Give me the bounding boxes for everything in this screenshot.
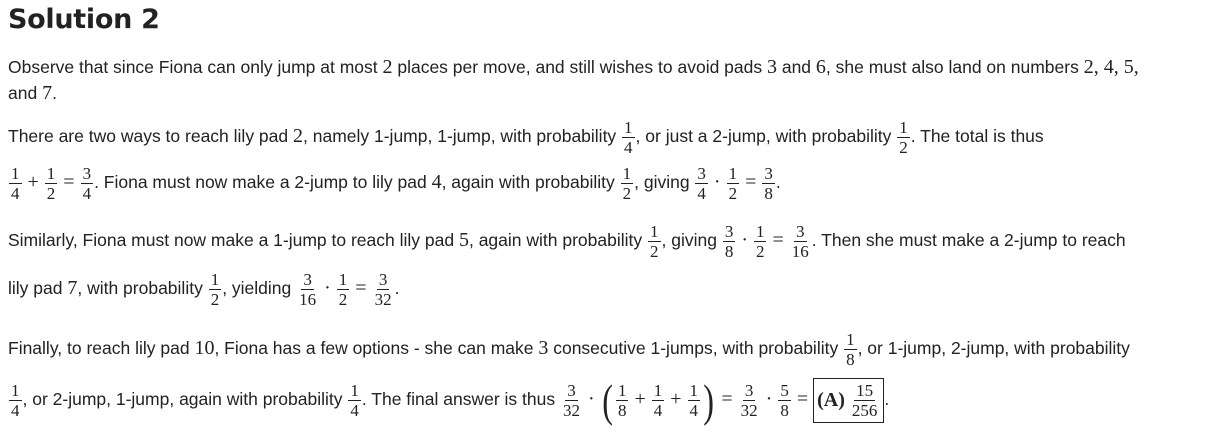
fraction bbox=[754, 222, 767, 261]
p3-text: , with probability bbox=[77, 278, 208, 299]
fraction bbox=[790, 222, 811, 261]
fraction-denominator: 4 bbox=[653, 401, 663, 420]
fraction-denominator: 2 bbox=[338, 290, 348, 309]
fraction-denominator: 8 bbox=[724, 242, 734, 261]
p3-line1 bbox=[8, 222, 1126, 261]
fraction-denominator: 2 bbox=[899, 138, 908, 157]
fraction bbox=[45, 164, 58, 203]
fraction bbox=[9, 164, 22, 203]
fraction-denominator: 32 bbox=[740, 401, 758, 420]
p2-line2: $\frac{1}{4}$ + $\frac{1}{2}$ = $\frac{3}{4}$ . Fiona must now make a 2-jump to lily pad 4, again with probability $\frac{1}{2}$ , giving $\frac{3}{4}$ · $\frac{1}{2}$ = $\frac{3}{8}$ . bbox=[11, 164, 781, 203]
fraction-denominator: 4 bbox=[350, 401, 359, 420]
fraction-numerator: 1 bbox=[11, 381, 20, 400]
final-answer-box bbox=[813, 378, 884, 423]
dot-sign: · bbox=[324, 277, 331, 300]
fraction-numerator: 1 bbox=[728, 164, 738, 183]
fraction bbox=[297, 270, 318, 309]
fraction bbox=[348, 381, 361, 420]
equals-sign: = bbox=[355, 277, 367, 300]
equals-sign: = bbox=[772, 229, 784, 252]
fraction-denominator: 2 bbox=[728, 184, 738, 203]
p2-text: , again with probability bbox=[441, 172, 620, 193]
p1-text: and bbox=[8, 83, 43, 103]
fraction-numerator: 1 bbox=[689, 381, 699, 400]
fraction-numerator: 1 bbox=[624, 118, 633, 137]
fraction bbox=[897, 118, 910, 157]
p4-text: . The final answer is thus bbox=[361, 389, 560, 410]
fraction-denominator: 256 bbox=[851, 401, 878, 420]
p1-text: , she must also land on numbers bbox=[825, 57, 1084, 77]
fraction bbox=[850, 381, 880, 420]
plus-sign: + bbox=[670, 388, 682, 411]
fraction bbox=[723, 222, 736, 261]
fraction-numerator: 15 bbox=[856, 381, 874, 400]
fraction bbox=[337, 270, 350, 309]
fraction bbox=[616, 381, 629, 420]
p1-text: places per move, and still wishes to avoid pads bbox=[392, 57, 767, 77]
fraction bbox=[209, 270, 222, 309]
p2-text: , giving bbox=[634, 172, 695, 193]
p4-text: consecutive 1-jumps, with probability bbox=[548, 338, 844, 359]
fraction bbox=[688, 381, 701, 420]
fraction-numerator: 3 bbox=[764, 164, 773, 183]
math-2: 2 bbox=[293, 125, 303, 148]
p1-text: . bbox=[52, 83, 57, 103]
p2-text: , or just a 2-jump, with probability bbox=[635, 126, 897, 147]
fraction-numerator: 1 bbox=[210, 270, 220, 289]
fraction-denominator: 2 bbox=[755, 242, 765, 261]
fraction-denominator: 16 bbox=[299, 290, 317, 309]
fraction bbox=[652, 381, 665, 420]
fraction-numerator: 1 bbox=[653, 381, 663, 400]
fraction-numerator: 1 bbox=[622, 164, 632, 183]
plus-sign: + bbox=[27, 171, 39, 194]
fraction-denominator: 2 bbox=[46, 184, 56, 203]
dot-sign: · bbox=[713, 171, 721, 194]
fraction-denominator: 8 bbox=[617, 401, 627, 420]
fraction-numerator: 3 bbox=[82, 164, 92, 183]
fraction-denominator: 32 bbox=[562, 401, 580, 420]
p4-line2: $\frac{1}{4}$ , or 2-jump, 1-jump, again with probability $\frac{1}{4}$ . The final answer is thus $\frac{3}{32}$ · ( $\frac{1}{8}$ + $\frac{1}{4}$ + $\frac{1}{4}$ ) = $\frac{3}{32}$ · $\frac{5}{8}$ = (A) $\frac{15}{256}$ . bbox=[11, 374, 890, 426]
p1-line1 bbox=[8, 56, 1139, 79]
p2-text: , namely 1-jump, 1-jump, with probability bbox=[303, 126, 622, 147]
fraction-denominator: 2 bbox=[650, 242, 659, 261]
solution-heading: Solution 2 bbox=[8, 4, 160, 35]
fraction-numerator: 1 bbox=[46, 164, 56, 183]
p2-line1 bbox=[8, 118, 1044, 157]
fraction bbox=[648, 222, 661, 261]
fraction-numerator: 1 bbox=[846, 330, 855, 349]
dot-sign: · bbox=[765, 388, 773, 411]
fraction-numerator: 3 bbox=[567, 381, 576, 400]
math-10: 10 bbox=[194, 337, 215, 360]
fraction-numerator: 1 bbox=[350, 381, 359, 400]
p4-text: , Fiona has a few options - she can make bbox=[214, 338, 539, 359]
dot-sign: · bbox=[587, 388, 595, 411]
fraction-numerator: 1 bbox=[11, 164, 20, 183]
fraction-denominator: 8 bbox=[846, 350, 855, 369]
p3-text: , yielding bbox=[222, 278, 297, 299]
p3-text: . Then she must make a 2-jump to reach bbox=[811, 230, 1126, 251]
math-3: 3 bbox=[538, 337, 549, 360]
math-list: 2, 4, 5, bbox=[1083, 56, 1139, 78]
fraction-numerator: 1 bbox=[755, 222, 765, 241]
p4-text: , or 2-jump, 1-jump, again with probability bbox=[22, 389, 348, 410]
fraction-denominator: 2 bbox=[210, 290, 220, 309]
math-6: 6 bbox=[815, 56, 826, 78]
p1-text: and bbox=[776, 57, 816, 77]
fraction-denominator: 8 bbox=[780, 401, 789, 420]
fraction bbox=[622, 118, 635, 157]
fraction bbox=[762, 164, 775, 203]
fraction-numerator: 1 bbox=[899, 118, 908, 137]
equals-sign: = bbox=[63, 171, 75, 194]
fraction-denominator: 2 bbox=[622, 184, 632, 203]
fraction bbox=[561, 381, 582, 420]
math-4: 4 bbox=[431, 171, 442, 194]
p2-text: . The total is thus bbox=[910, 126, 1044, 147]
fraction-denominator: 4 bbox=[624, 138, 633, 157]
dot-sign: · bbox=[741, 229, 748, 252]
p3-line2: lily pad 7, with probability $\frac{1}{2}$ , yielding $\frac{3}{16}$ · $\frac{1}{2}$ = $\frac{3}{32}$ . bbox=[8, 270, 400, 309]
right-paren: ) bbox=[703, 374, 715, 426]
math-3: 3 bbox=[766, 56, 777, 78]
fraction-denominator: 32 bbox=[374, 290, 392, 309]
fraction-numerator: 1 bbox=[650, 222, 659, 241]
fraction-denominator: 16 bbox=[791, 242, 809, 261]
math-2: 2 bbox=[382, 56, 393, 78]
fraction-numerator: 1 bbox=[617, 381, 627, 400]
fraction bbox=[373, 270, 394, 309]
left-paren: ( bbox=[601, 374, 613, 426]
math-5: 5 bbox=[458, 229, 469, 252]
equals-sign: = bbox=[721, 388, 733, 411]
fraction-denominator: 8 bbox=[764, 184, 773, 203]
fraction-denominator: 4 bbox=[689, 401, 699, 420]
fraction-denominator: 4 bbox=[697, 184, 706, 203]
p2-text: . Fiona must now make a 2-jump to lily pad bbox=[94, 172, 432, 193]
fraction bbox=[844, 330, 857, 369]
fraction bbox=[81, 164, 94, 203]
p3-text: lily pad bbox=[8, 278, 68, 299]
math-7: 7 bbox=[67, 277, 78, 300]
fraction bbox=[621, 164, 634, 203]
fraction bbox=[727, 164, 740, 203]
fraction-numerator: 3 bbox=[796, 222, 805, 241]
p4-text: , or 1-jump, 2-jump, with probability bbox=[857, 338, 1130, 359]
p1-text: Observe that since Fiona can only jump at most bbox=[8, 57, 383, 77]
p3-text: Similarly, Fiona must now make a 1-jump to reach lily pad bbox=[8, 230, 459, 251]
p2-text: There are two ways to reach lily pad bbox=[8, 126, 293, 147]
fraction-numerator: 3 bbox=[744, 381, 754, 400]
fraction-numerator: 5 bbox=[780, 381, 789, 400]
equals-sign: = bbox=[796, 388, 809, 411]
fraction-numerator: 1 bbox=[338, 270, 348, 289]
fraction-denominator: 4 bbox=[11, 184, 20, 203]
fraction-numerator: 3 bbox=[724, 222, 734, 241]
equals-sign: = bbox=[745, 171, 757, 194]
p4-text: Finally, to reach lily pad bbox=[8, 338, 195, 359]
fraction bbox=[778, 381, 791, 420]
p1-line2 bbox=[8, 82, 57, 105]
p3-text: , again with probability bbox=[468, 230, 647, 251]
answer-label: (A) bbox=[817, 389, 845, 411]
fraction-denominator: 4 bbox=[82, 184, 92, 203]
p3-text: , giving bbox=[661, 230, 722, 251]
p4-line1 bbox=[8, 330, 1130, 369]
math-7: 7 bbox=[42, 82, 53, 104]
fraction-numerator: 3 bbox=[697, 164, 706, 183]
fraction-denominator: 4 bbox=[11, 401, 20, 420]
fraction bbox=[695, 164, 708, 203]
fraction bbox=[739, 381, 760, 420]
fraction bbox=[9, 381, 22, 420]
plus-sign: + bbox=[634, 388, 646, 411]
fraction-numerator: 3 bbox=[378, 270, 388, 289]
fraction-numerator: 3 bbox=[303, 270, 312, 289]
